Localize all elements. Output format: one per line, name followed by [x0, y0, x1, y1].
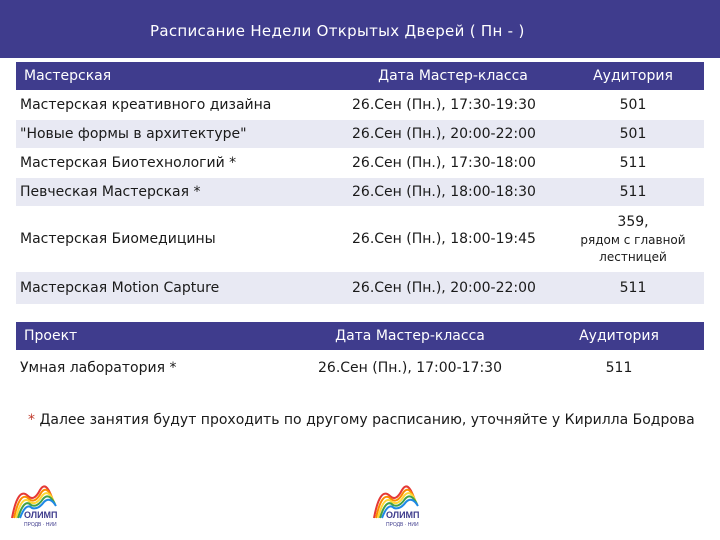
workshop-date: 26.Сен (Пн.), 20:00-22:00	[344, 120, 562, 148]
olimp-logo-graphic	[6, 478, 96, 530]
workshop-room: 511	[562, 148, 704, 178]
footnote-star: *	[28, 412, 35, 428]
header-room: Аудитория	[562, 62, 704, 90]
table-row	[16, 206, 704, 272]
project-room: 511	[534, 350, 704, 386]
page-title: Расписание Недели Открытых Дверей ( Пн - )	[150, 22, 525, 40]
projects-table	[16, 322, 704, 386]
workshops-table	[16, 62, 704, 304]
workshop-name: Мастерская креативного дизайна	[16, 90, 344, 120]
footnote	[28, 412, 695, 428]
table-row	[16, 148, 704, 178]
workshop-date: 26.Сен (Пн.), 18:00-19:45	[344, 206, 562, 272]
table-row	[16, 178, 704, 206]
workshop-date: 26.Сен (Пн.), 20:00-22:00	[344, 272, 562, 304]
workshop-date: 26.Сен (Пн.), 17:30-18:00	[344, 148, 562, 178]
header-date: Дата Мастер-класса	[344, 62, 562, 90]
logo-subtext: ПРОДВ · НИИ	[386, 522, 419, 528]
project-date: 26.Сен (Пн.), 17:00-17:30	[286, 350, 534, 386]
olimp-logo-graphic	[368, 478, 458, 530]
project-name: Умная лаборатория *	[16, 350, 286, 386]
logo-text: ОЛИМП	[24, 510, 58, 520]
header-room: Аудитория	[534, 322, 704, 350]
workshop-room: 511	[562, 178, 704, 206]
workshop-room: 501	[562, 90, 704, 120]
workshops-header-row	[16, 62, 704, 90]
table-row	[16, 120, 704, 148]
title-bar	[0, 0, 720, 58]
projects-header-row	[16, 322, 704, 350]
workshop-name: Мастерская Motion Capture	[16, 272, 344, 304]
table-row	[16, 272, 704, 304]
table-row	[16, 350, 704, 386]
room-number: 359,	[617, 214, 649, 230]
workshop-name: Мастерская Биомедицины	[16, 206, 344, 272]
room-note: рядом с главной	[580, 233, 686, 247]
olimp-logo	[6, 478, 96, 530]
room-note: лестницей	[599, 250, 667, 264]
header-project: Проект	[16, 322, 286, 350]
workshop-room: 511	[562, 272, 704, 304]
workshop-name: Певческая Мастерская *	[16, 178, 344, 206]
logo-subtext: ПРОДВ · НИИ	[24, 522, 57, 528]
header-workshop: Мастерская	[16, 62, 344, 90]
logo-text: ОЛИМП	[386, 510, 420, 520]
olimp-logo	[368, 478, 458, 530]
workshop-date: 26.Сен (Пн.), 18:00-18:30	[344, 178, 562, 206]
workshop-room: 501	[562, 120, 704, 148]
header-date: Дата Мастер-класса	[286, 322, 534, 350]
workshop-date: 26.Сен (Пн.), 17:30-19:30	[344, 90, 562, 120]
table-row	[16, 90, 704, 120]
workshop-name: "Новые формы в архитектуре"	[16, 120, 344, 148]
workshop-name: Мастерская Биотехнологий *	[16, 148, 344, 178]
footnote-text: Далее занятия будут проходить по другому расписанию, уточняйте у Кирилла Бодрова	[35, 412, 695, 428]
workshop-room	[562, 206, 704, 272]
